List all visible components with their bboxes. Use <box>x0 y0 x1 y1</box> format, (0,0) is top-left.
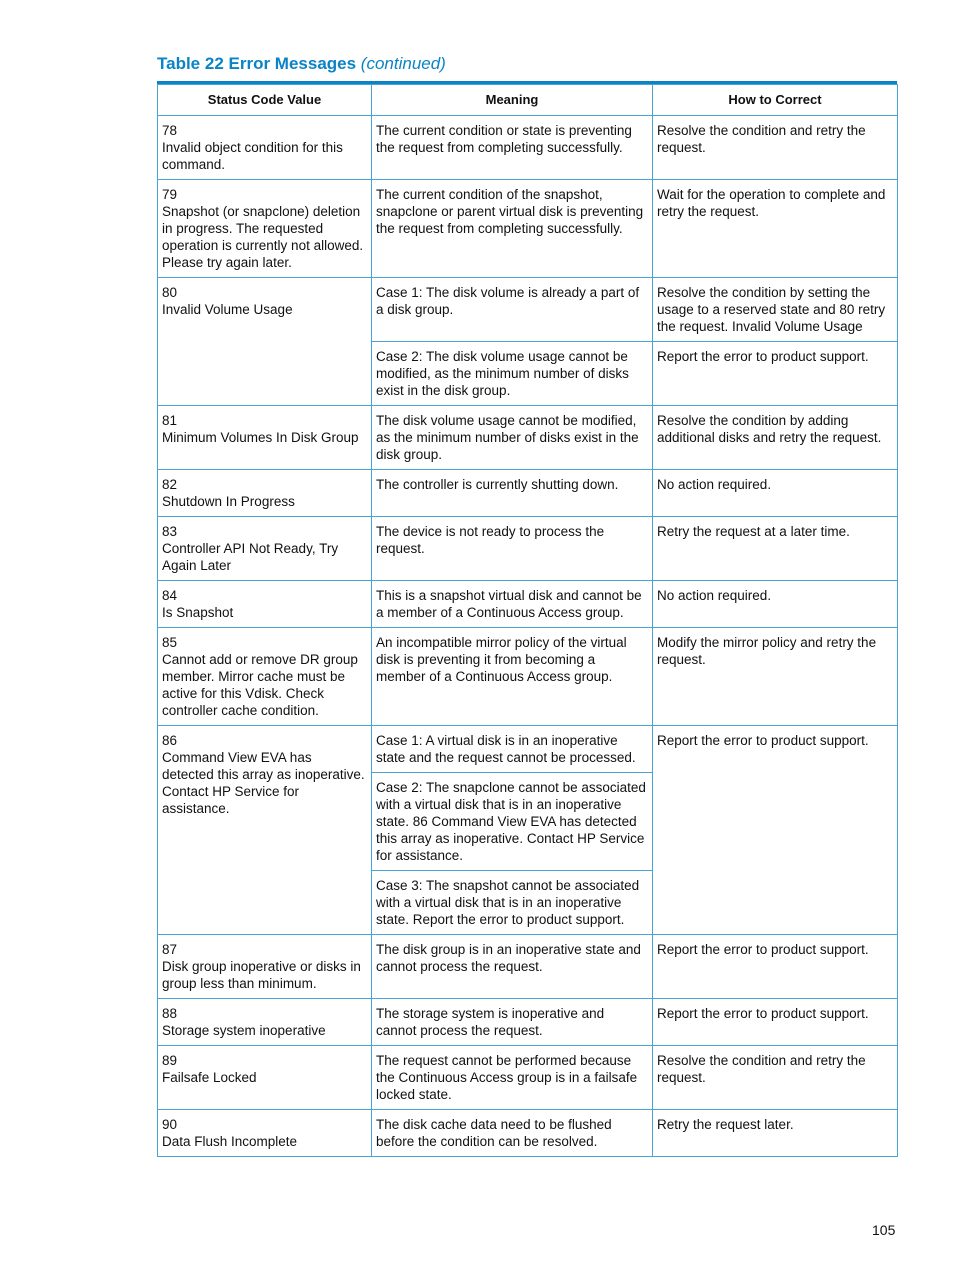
correction-cell: Retry the request later. <box>653 1110 898 1157</box>
status-code-cell <box>158 470 372 517</box>
col-header-status-code: Status Code Value <box>158 85 372 116</box>
status-code-cell <box>158 628 372 726</box>
status-code: 78 <box>162 123 178 138</box>
status-description: Storage system inoperative <box>162 1023 326 1038</box>
table-row <box>158 470 898 517</box>
meaning-cell: Case 2: The snapclone cannot be associated with a virtual disk that is in an inoperative state. 86 Command View EVA has detected this array as inoperative. Contact HP Service for assistance. <box>372 773 653 871</box>
table-row <box>158 628 898 726</box>
table-row <box>158 1110 898 1157</box>
meaning-cell: The controller is currently shutting down. <box>372 470 653 517</box>
table-row <box>158 180 898 278</box>
status-code: 81 <box>162 413 178 428</box>
meaning-cell: Case 1: The disk volume is already a part of a disk group. <box>372 278 653 342</box>
correction-cell: Report the error to product support. <box>653 342 898 406</box>
status-code: 80 <box>162 285 178 300</box>
meaning-cell: Case 1: A virtual disk is in an inoperative state and the request cannot be processed. <box>372 726 653 773</box>
error-messages-table <box>157 84 898 1157</box>
meaning-cell: The current condition of the snapshot, snapclone or parent virtual disk is preventing the request from completing successfully. <box>372 180 653 278</box>
status-code-cell <box>158 1046 372 1110</box>
status-code-cell <box>158 581 372 628</box>
col-header-how-to-correct: How to Correct <box>653 85 898 116</box>
status-description: Is Snapshot <box>162 605 234 620</box>
table-row <box>158 406 898 470</box>
status-code: 90 <box>162 1117 178 1132</box>
correction-cell: Resolve the condition by adding additional disks and retry the request. <box>653 406 898 470</box>
meaning-cell: The disk volume usage cannot be modified, as the minimum number of disks exist in the disk group. <box>372 406 653 470</box>
correction-cell: Resolve the condition by setting the usage to a reserved state and 80 retry the request. Invalid Volume Usage <box>653 278 898 342</box>
status-description: Command View EVA has detected this array as inoperative. Contact HP Service for assistance. <box>162 750 365 816</box>
status-description: Minimum Volumes In Disk Group <box>162 430 359 445</box>
status-code-cell <box>158 180 372 278</box>
correction-cell: Resolve the condition and retry the request. <box>653 1046 898 1110</box>
status-description: Disk group inoperative or disks in group less than minimum. <box>162 959 361 991</box>
meaning-cell: Case 3: The snapshot cannot be associated with a virtual disk that is in an inoperative state. Report the error to product support. <box>372 871 653 935</box>
correction-cell: Report the error to product support. <box>653 935 898 999</box>
status-code: 87 <box>162 942 178 957</box>
table-row <box>158 581 898 628</box>
meaning-cell: The current condition or state is preventing the request from completing successfully. <box>372 116 653 180</box>
table-row <box>158 999 898 1046</box>
status-code: 86 <box>162 733 178 748</box>
meaning-cell: The disk group is in an inoperative state and cannot process the request. <box>372 935 653 999</box>
correction-cell: Report the error to product support. <box>653 726 898 935</box>
meaning-cell: Case 2: The disk volume usage cannot be modified, as the minimum number of disks exist in the disk group. <box>372 342 653 406</box>
table-row <box>158 116 898 180</box>
correction-cell: Resolve the condition and retry the request. <box>653 116 898 180</box>
status-description: Cannot add or remove DR group member. Mirror cache must be active for this Vdisk. Check controller cache condition. <box>162 652 358 718</box>
meaning-cell: This is a snapshot virtual disk and cannot be a member of a Continuous Access group. <box>372 581 653 628</box>
page-number: 105 <box>872 1222 896 1238</box>
correction-cell: No action required. <box>653 581 898 628</box>
status-code-cell <box>158 935 372 999</box>
table-row <box>158 278 898 342</box>
meaning-cell: The request cannot be performed because the Continuous Access group is in a failsafe locked state. <box>372 1046 653 1110</box>
status-code-cell <box>158 726 372 935</box>
meaning-cell: The device is not ready to process the request. <box>372 517 653 581</box>
correction-cell: Wait for the operation to complete and retry the request. <box>653 180 898 278</box>
header-row <box>158 85 898 116</box>
status-code: 85 <box>162 635 178 650</box>
status-code-cell <box>158 517 372 581</box>
caption-continued: (continued) <box>360 54 446 73</box>
status-description: Shutdown In Progress <box>162 494 295 509</box>
table-row <box>158 726 898 773</box>
status-description: Controller API Not Ready, Try Again Later <box>162 541 339 573</box>
status-description: Snapshot (or snapclone) deletion in progress. The requested operation is currently not allowed. Please try again later. <box>162 204 364 270</box>
meaning-cell: The disk cache data need to be flushed before the condition can be resolved. <box>372 1110 653 1157</box>
status-description: Invalid Volume Usage <box>162 302 293 317</box>
meaning-cell: An incompatible mirror policy of the virtual disk is preventing it from becoming a member of a Continuous Access group. <box>372 628 653 726</box>
correction-cell: Retry the request at a later time. <box>653 517 898 581</box>
meaning-cell: The storage system is inoperative and cannot process the request. <box>372 999 653 1046</box>
status-description: Data Flush Incomplete <box>162 1134 298 1149</box>
status-code-cell <box>158 278 372 406</box>
status-code-cell <box>158 116 372 180</box>
status-code: 84 <box>162 588 178 603</box>
table-row <box>158 517 898 581</box>
status-code-cell <box>158 406 372 470</box>
table-caption <box>157 54 446 74</box>
status-code: 88 <box>162 1006 178 1021</box>
status-code-cell <box>158 999 372 1046</box>
status-description: Failsafe Locked <box>162 1070 257 1085</box>
status-description: Invalid object condition for this command. <box>162 140 343 172</box>
status-code: 82 <box>162 477 178 492</box>
correction-cell: No action required. <box>653 470 898 517</box>
correction-cell: Modify the mirror policy and retry the request. <box>653 628 898 726</box>
col-header-meaning: Meaning <box>372 85 653 116</box>
status-code: 89 <box>162 1053 178 1068</box>
table-row <box>158 1046 898 1110</box>
correction-cell: Report the error to product support. <box>653 999 898 1046</box>
status-code: 79 <box>162 187 178 202</box>
status-code: 83 <box>162 524 178 539</box>
table-row <box>158 935 898 999</box>
caption-title: Table 22 Error Messages <box>157 54 357 73</box>
status-code-cell <box>158 1110 372 1157</box>
